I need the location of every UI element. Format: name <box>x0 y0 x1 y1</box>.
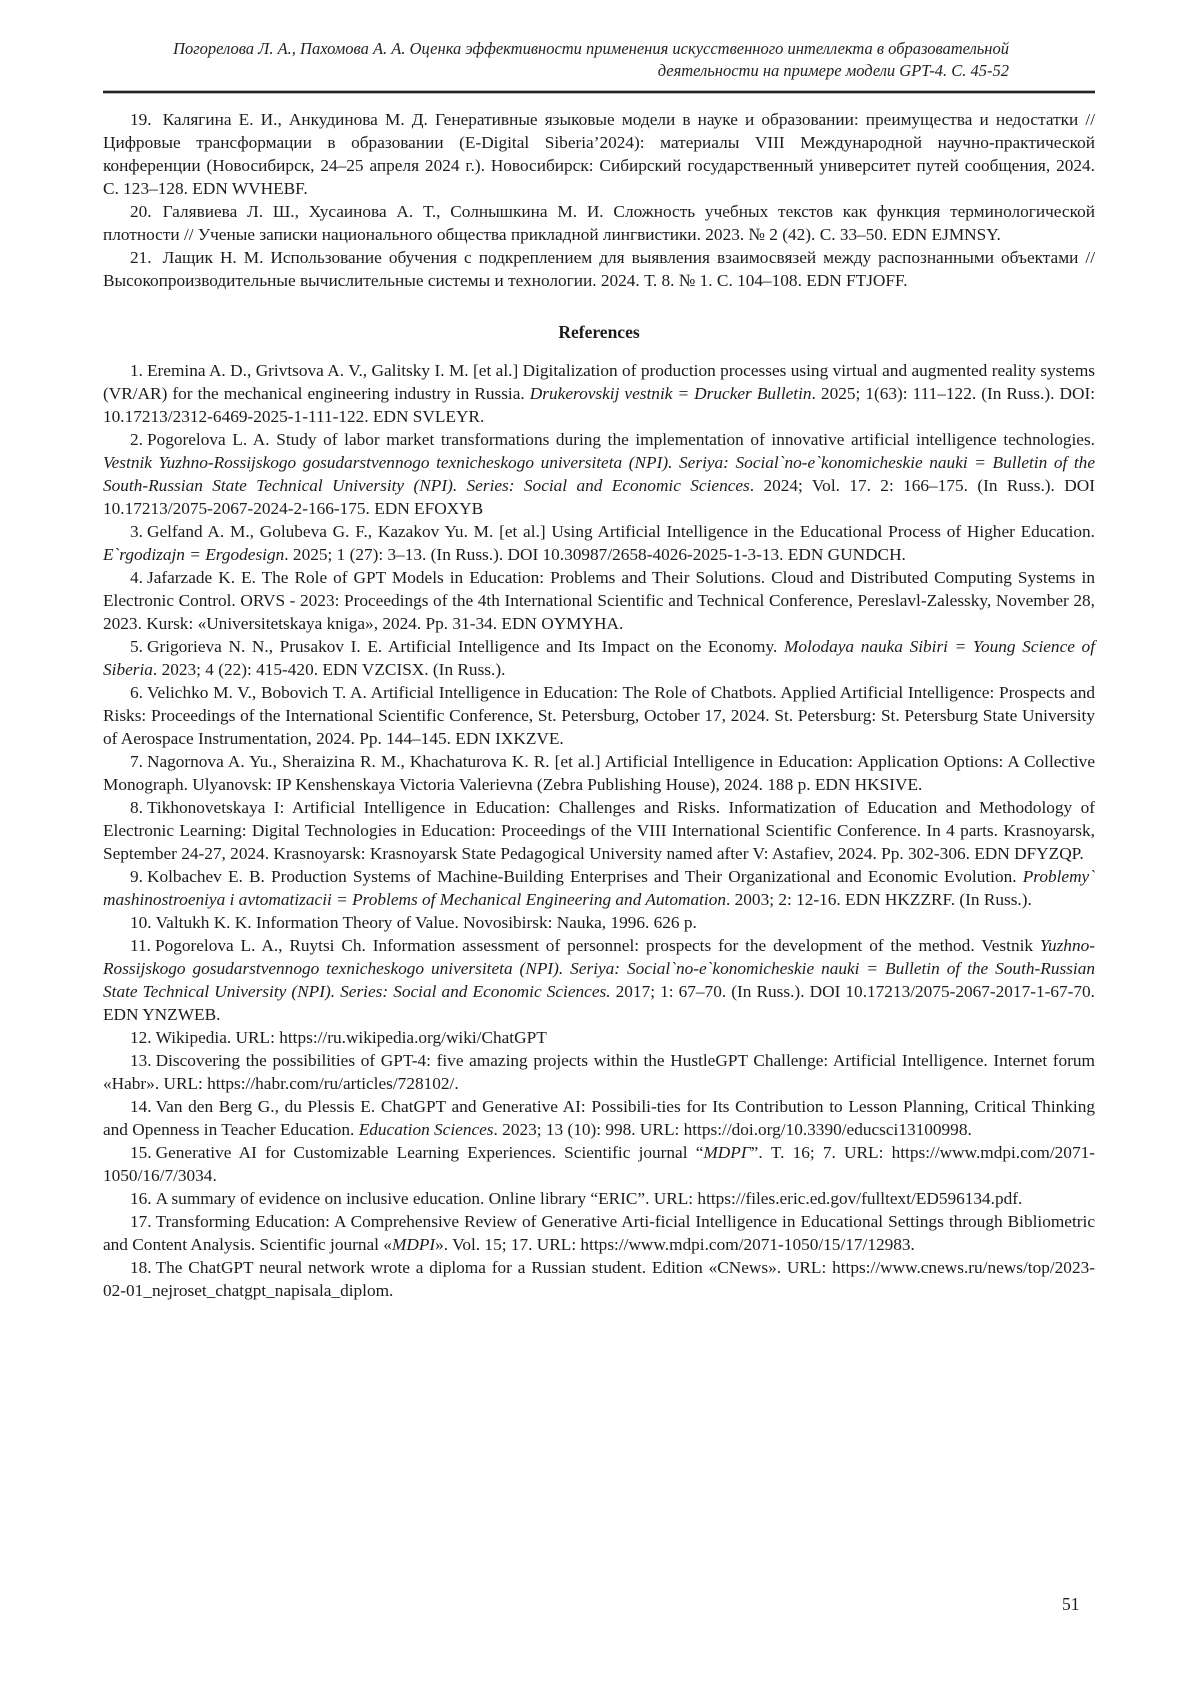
reference-text: Discovering the possibilities of GPT-4: five amazing projects within the HustleGPT Challenge: Artificial Intelligence. Internet forum «Habr». URL: https://habr.com/ru/articles/728102/. <box>103 1051 1095 1093</box>
reference-number: 2. <box>130 430 143 449</box>
reference-number: 7. <box>130 752 143 771</box>
reference-item <box>103 1026 1095 1049</box>
reference-source-italic: Vestnik Yuzhno-Rossijskogo gosudarstvennogo texnicheskogo universiteta (NPI). Seriya: Social`no-e`konomicheskie nauki = Bulletin of the South-Russian State Technical University (NPI). Series: Social and Economic Sciences <box>103 453 1095 495</box>
reference-item <box>103 750 1095 796</box>
reference-text: Grigorieva N. N., Prusakov I. E. Artificial Intelligence and Its Impact on the Economy. <box>146 637 784 656</box>
reference-item <box>103 1141 1095 1187</box>
reference-text: Калягина Е. И., Анкудинова М. Д. Генеративные языковые модели в науке и образовании: преимущества и недостатки // Цифровые трансформации в образовании (E-Digital Siberia’2024): материалы VIII Международной научно-практической конференции (Новосибирск, 24–25 апреля 2024 г.). Новосибирск: Сибирский государственный университет путей сообщения, 2024. С. 123–128. EDN WVHEBF. <box>103 110 1095 198</box>
reference-item <box>103 1210 1095 1256</box>
reference-number: 1. <box>130 361 143 380</box>
reference-item <box>103 1187 1095 1210</box>
reference-number: 21. <box>130 248 152 267</box>
reference-text: Kolbachev E. B. Production Systems of Machine-Building Enterprises and Their Organizational and Economic Evolution. <box>146 867 1023 886</box>
reference-item <box>103 635 1095 681</box>
reference-text: . 2025; 1 (27): 3–13. (In Russ.). DOI 10.30987/2658-4026-2025-1-3-13. EDN GUNDCH. <box>284 545 906 564</box>
reference-number: 16. <box>130 1189 152 1208</box>
header-rule <box>103 90 1095 94</box>
reference-number: 3. <box>130 522 143 541</box>
reference-number: 11. <box>130 936 151 955</box>
page-number: 51 <box>1062 1594 1080 1614</box>
reference-item <box>103 796 1095 865</box>
reference-number: 13. <box>130 1051 152 1070</box>
reference-item <box>103 911 1095 934</box>
reference-text: A summary of evidence on inclusive education. Online library “ERIC”. URL: https://files.eric.ed.gov/fulltext/ED596134.pdf. <box>155 1189 1023 1208</box>
references-heading: References <box>558 322 640 342</box>
reference-source-italic: Problemy` mashinostroeniya i avtomatizacii = Problems of Mechanical Engineering and Automation <box>103 867 1095 909</box>
reference-number: 18. <box>130 1258 152 1277</box>
reference-item <box>103 108 1095 200</box>
references-body <box>103 108 1095 1302</box>
page-content <box>103 0 1095 1302</box>
reference-number: 10. <box>130 913 152 932</box>
reference-text: Nagornova A. Yu., Sheraizina R. M., Khachaturova K. R. [et al.] Artificial Intelligence in Education: Application Options: A Collective Monograph. Ulyanovsk: IP Kenshenskaya Victoria Valerievna (Zebra Publishing House), 2024. 188 p. EDN HKSIVE. <box>103 752 1095 794</box>
reference-item <box>103 681 1095 750</box>
russian-references-list <box>103 108 1095 292</box>
reference-source-italic: MDPI <box>391 1235 436 1254</box>
reference-source-italic: MDPГ <box>703 1143 751 1162</box>
reference-item <box>103 200 1095 246</box>
reference-source-italic: Yuzhno-Rossijskogo gosudarstvennogo texnicheskogo universiteta (NPI). Seriya: Social`no-e`konomicheskie nauki = Bulletin of the South-Russian State Technical University (NPI). Series: Social and Economic Sciences. <box>103 936 1095 1001</box>
reference-number: 5. <box>130 637 143 656</box>
reference-text: . 2023; 13 (10): 998. URL: https://doi.org/10.3390/educsci13100998. <box>493 1120 972 1139</box>
reference-number: 6. <box>130 683 143 702</box>
reference-item <box>103 566 1095 635</box>
running-header <box>103 0 1095 81</box>
reference-number: 8. <box>130 798 143 817</box>
reference-text: . 2024; Vol. 17. 2: 166–175. (In Russ.). DOI 10.17213/2075-2067-2024-2-166-175. EDN EFOXYB <box>103 476 1095 518</box>
reference-source-italic: E`rgodizajn = Ergodesign <box>103 545 285 564</box>
reference-text: Pogorelova L. A., Ruytsi Ch. Information assessment of personnel: prospects for the development of the method. Vestnik <box>154 936 1040 955</box>
reference-text: ”. T. 16; 7. URL: https://www.mdpi.com/2071-1050/16/7/3034. <box>103 1143 1095 1185</box>
reference-text: Wikipedia. URL: https://ru.wikipedia.org/wiki/ChatGPT <box>155 1028 547 1047</box>
running-header-line2: деятельности на примере модели GPT-4. С. 45-52 <box>657 60 1009 80</box>
reference-text: Лащик Н. М. Использование обучения с подкреплением для выявления взаимосвязей между распознанными объектами // Высокопроизводительные вычислительные системы и технологии. 2024. Т. 8. № 1. С. 104–108. EDN FTJOFF. <box>103 248 1095 290</box>
reference-item <box>103 1256 1095 1302</box>
reference-item <box>103 934 1095 1026</box>
reference-item <box>103 246 1095 292</box>
reference-item <box>103 865 1095 911</box>
reference-number: 15. <box>130 1143 152 1162</box>
reference-item <box>103 359 1095 428</box>
reference-number: 20. <box>130 202 152 221</box>
reference-text: Valtukh K. K. Information Theory of Value. Novosibirsk: Nauka, 1996. 626 p. <box>155 913 697 932</box>
reference-number: 19. <box>130 110 152 129</box>
reference-number: 17. <box>130 1212 152 1231</box>
reference-text: Transforming Education: A Comprehensive Review of Generative Arti-ficial Intelligence in Educational Settings through Bibliometric and Content Analysis. Scientific journal « <box>103 1212 1095 1254</box>
reference-text: Velichko M. V., Bobovich T. A. Artificial Intelligence in Education: The Role of Chatbots. Applied Artificial Intelligence: Prospects and Risks: Proceedings of the International Scientific Conference, St. Petersburg, October 17, 2024. St. Petersburg: St. Petersburg State University of Aerospace Instrumentation, 2024. Pp. 144–145. EDN IXKZVE. <box>103 683 1095 748</box>
reference-source-italic: Education Sciences <box>358 1120 494 1139</box>
reference-text: Tikhonovetskaya I: Artificial Intelligence in Education: Challenges and Risks. Informatization of Education and Methodology of Electronic Learning: Digital Technologies in Education: Proceedings of the VIII International Scientific Conference. In 4 parts. Krasnoyarsk, September 24-27, 2024. Krasnoyarsk: Krasnoyarsk State Pedagogical University named after V: Astafiev, 2024. Pp. 302-306. EDN DFYZQP. <box>103 798 1095 863</box>
reference-number: 14. <box>130 1097 152 1116</box>
reference-text: Van den Berg G., du Plessis E. ChatGPT and Generative AI: Possibili-ties for Its Contribution to Lesson Planning, Critical Thinking and Openness in Teacher Education. <box>103 1097 1095 1139</box>
reference-text: ». Vol. 15; 17. URL: https://www.mdpi.com/2071-1050/15/17/12983. <box>435 1235 915 1254</box>
reference-text: . 2023; 4 (22): 415-420. EDN VZCISX. (In Russ.). <box>152 660 506 679</box>
reference-number: 9. <box>130 867 143 886</box>
reference-text: . 2025; 1(63): 111–122. (In Russ.). DOI: 10.17213/2312-6469-2025-1-111-122. EDN SVLEYR. <box>103 384 1096 426</box>
reference-text: Jafarzade K. E. The Role of GPT Models in Education: Problems and Their Solutions. Cloud and Distributed Computing Systems in Electronic Control. ORVS - 2023: Proceedings of the 4th International Scientific and Technical Conference, Pereslavl-Zalessky, November 28, 2023. Kursk: «Universitetskaya kniga», 2024. Pp. 31-34. EDN OYMYHA. <box>103 568 1095 633</box>
reference-number: 4. <box>130 568 143 587</box>
reference-item <box>103 1095 1095 1141</box>
reference-text: Generative AI for Customizable Learning Experiences. Scientific journal “ <box>155 1143 704 1162</box>
reference-source-italic: Molodaya nauka Sibiri = Young Science of Siberia <box>103 637 1095 679</box>
reference-text: The ChatGPT neural network wrote a diploma for a Russian student. Edition «CNews». URL: https://www.cnews.ru/news/top/2023-02-01_nejroset_chatgpt_napisala_diplom. <box>103 1258 1095 1300</box>
reference-item <box>103 428 1095 520</box>
reference-text: Gelfand A. M., Golubeva G. F., Kazakov Yu. M. [et al.] Using Artificial Intelligence in the Educational Process of Higher Education. <box>146 522 1095 541</box>
reference-text: . 2003; 2: 12-16. EDN HKZZRF. (In Russ.). <box>726 890 1032 909</box>
english-references-list <box>103 359 1095 1302</box>
reference-source-italic: Drukerovskij vestnik = Drucker Bulletin <box>529 384 812 403</box>
reference-text: Eremina A. D., Grivtsova A. V., Galitsky I. M. [et al.] Digitalization of production processes using virtual and augmented reality systems (VR/AR) for the mechanical engineering industry in Russia. <box>103 361 1095 403</box>
running-header-line1: Погорелова Л. А., Пахомова А. А. Оценка эффективности применения искусственного интеллекта в образовательной <box>173 39 1009 58</box>
reference-text: 2017; 1: 67–70. (In Russ.). DOI 10.17213/2075-2067-2017-1-67-70. EDN YNZWEB. <box>103 982 1096 1024</box>
reference-text: Галявиева Л. Ш., Хусаинова А. Т., Солнышкина М. И. Сложность учебных текстов как функция терминологической плотности // Ученые записки национального общества прикладной лингвистики. 2023. № 2 (42). С. 33–50. EDN EJMNSY. <box>103 202 1095 244</box>
reference-item <box>103 1049 1095 1095</box>
reference-item <box>103 520 1095 566</box>
reference-number: 12. <box>130 1028 152 1047</box>
reference-text: Pogorelova L. A. Study of labor market transformations during the implementation of innovative artificial intelligence technologies. <box>146 430 1095 449</box>
